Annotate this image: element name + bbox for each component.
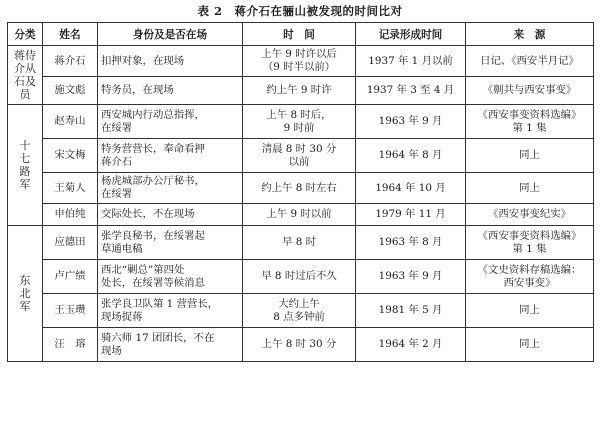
table-row xyxy=(8,294,594,328)
category-label: 十七路军 xyxy=(19,138,31,191)
source-cell: 同上 xyxy=(466,173,594,204)
time-cell: 上午 9 时以前 xyxy=(243,204,356,226)
table-row xyxy=(8,204,594,226)
source-cell: 《文史资料存稿选编： 西安事变》 xyxy=(466,260,594,294)
source-cell: 《西安事变资料选编》 第 1 集 xyxy=(466,226,594,260)
name-cell: 卢广绩 xyxy=(43,260,98,294)
record-time-cell: 1963 年 8 月 xyxy=(356,226,466,260)
identity-cell: 张学良卫队第 1 营营长， 现场捉蒋 xyxy=(98,294,243,328)
record-time-cell: 1963 年 9 月 xyxy=(356,260,466,294)
time-cell: 约上午 9 时许 xyxy=(243,77,356,105)
time-cell: 大约上午 8 点多钟前 xyxy=(243,294,356,328)
record-time-cell: 1981 年 5 月 xyxy=(356,294,466,328)
source-cell: 同上 xyxy=(466,328,594,362)
table-row xyxy=(8,226,594,260)
source-cell: 《西安事变纪实》 xyxy=(466,204,594,226)
header-source: 来 源 xyxy=(466,23,594,46)
header-time: 时 间 xyxy=(243,23,356,46)
name-cell: 施文彪 xyxy=(43,77,98,105)
name-cell: 王玉瓒 xyxy=(43,294,98,328)
table-caption: 表 2 蒋介石在骊山被发现的时间比对 xyxy=(197,4,403,18)
category-cell xyxy=(8,226,43,362)
header-identity: 身份及是否在场 xyxy=(98,23,243,46)
name-cell: 赵寿山 xyxy=(43,105,98,139)
name-cell: 蒋介石 xyxy=(43,46,98,77)
source-cell: 《西安事变资料选编》 第 1 集 xyxy=(466,105,594,139)
header-row xyxy=(8,23,594,46)
table-row xyxy=(8,139,594,173)
identity-cell: 骑六师 17 团团长，不在 现场 xyxy=(98,328,243,362)
time-cell: 上午 8 时后， 9 时前 xyxy=(243,105,356,139)
identity-cell: 交际处长，不在现场 xyxy=(98,204,243,226)
table-body xyxy=(8,46,594,362)
name-cell: 王菊人 xyxy=(43,173,98,204)
source-cell: 日记、《西安半月记》 xyxy=(466,46,594,77)
source-cell: 同上 xyxy=(466,294,594,328)
category-label: 蒋侍介从石及员 xyxy=(14,48,36,101)
time-cell: 早 8 时 xyxy=(243,226,356,260)
time-cell: 上午 9 时许以后 （9 时半以前） xyxy=(243,46,356,77)
header-record-time: 记录形成时间 xyxy=(356,23,466,46)
category-cell xyxy=(8,46,43,105)
table-row xyxy=(8,173,594,204)
table-row xyxy=(8,105,594,139)
record-time-cell: 1964 年 10 月 xyxy=(356,173,466,204)
identity-cell: 特务营营长，奉命看押 蒋介石 xyxy=(98,139,243,173)
name-cell: 应德田 xyxy=(43,226,98,260)
table-row xyxy=(8,46,594,77)
comparison-table xyxy=(7,22,594,362)
identity-cell: 西北“剿总”第四处 处长，在绥署等候消息 xyxy=(98,260,243,294)
name-cell: 申伯纯 xyxy=(43,204,98,226)
table-row xyxy=(8,260,594,294)
category-cell xyxy=(8,105,43,226)
identity-cell: 张学良秘书，在绥署起 草通电稿 xyxy=(98,226,243,260)
header-category: 分类 xyxy=(8,23,43,46)
source-cell: 同上 xyxy=(466,139,594,173)
record-time-cell: 1964 年 8 月 xyxy=(356,139,466,173)
identity-cell: 西安城内行动总指挥， 在绥署 xyxy=(98,105,243,139)
identity-cell: 扣押对象，在现场 xyxy=(98,46,243,77)
name-cell: 汪 瑢 xyxy=(43,328,98,362)
time-cell: 清晨 8 时 30 分 以前 xyxy=(243,139,356,173)
category-label: 东北军 xyxy=(19,273,31,313)
identity-cell: 杨虎城部办公厅秘书， 在绥署 xyxy=(98,173,243,204)
time-cell: 约上午 8 时左右 xyxy=(243,173,356,204)
name-cell: 宋文梅 xyxy=(43,139,98,173)
record-time-cell: 1979 年 11 月 xyxy=(356,204,466,226)
record-time-cell: 1963 年 9 月 xyxy=(356,105,466,139)
record-time-cell: 1937 年 3 至 4 月 xyxy=(356,77,466,105)
time-cell: 早 8 时过后不久 xyxy=(243,260,356,294)
header-name: 姓名 xyxy=(43,23,98,46)
identity-cell: 特务员，在现场 xyxy=(98,77,243,105)
table-row xyxy=(8,328,594,362)
time-cell: 上午 8 时 30 分 xyxy=(243,328,356,362)
source-cell: 《劓共与西安事变》 xyxy=(466,77,594,105)
record-time-cell: 1964 年 2 月 xyxy=(356,328,466,362)
record-time-cell: 1937 年 1 月以前 xyxy=(356,46,466,77)
table-row xyxy=(8,77,594,105)
